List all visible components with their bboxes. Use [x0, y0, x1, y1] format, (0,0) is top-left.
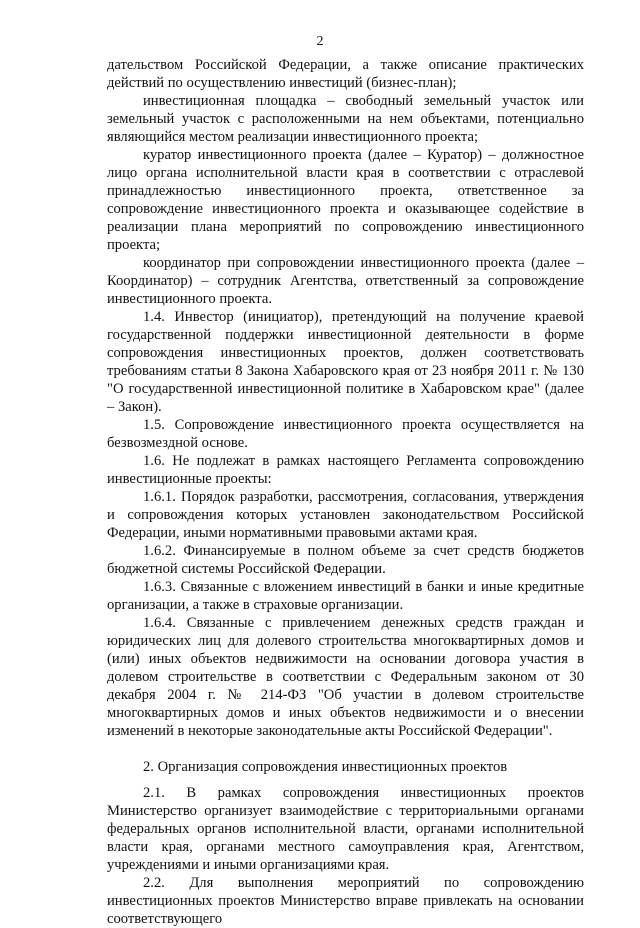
paragraph-1-6-3: 1.6.3. Связанные с вложением инвестиций в банки и иные кредитные организации, а также в страховые организации.: [107, 579, 584, 613]
section-heading: 2. Организация сопровождения инвестиционных проектов: [143, 759, 508, 775]
paragraph-coordinator-definition: координатор при сопровождении инвестиционного проекта (далее – Координатор) – сотрудник Агентства, ответственный за сопровождение инвестиционного проекта.: [107, 255, 584, 307]
paragraph-business-plan-continuation: дательством Российской Федерации, а также описание практических действий по осуществлению инвестиций (бизнес-план);: [107, 57, 584, 91]
paragraph-1-6-2: 1.6.2. Финансируемые в полном объеме за счет средств бюджетов бюджетной системы Российской Федерации.: [107, 543, 584, 577]
paragraph-1-5: 1.5. Сопровождение инвестиционного проекта осуществляется на безвозмездной основе.: [107, 417, 584, 451]
document-body: [107, 56, 584, 928]
paragraph-1-6-1: 1.6.1. Порядок разработки, рассмотрения, согласования, утверждения и сопровождения которых установлен законодательством Российской Федерации, иными нормативными правовыми актами края.: [107, 489, 584, 541]
paragraph-1-4: 1.4. Инвестор (инициатор), претендующий на получение краевой государственной поддержки инвестиционной деятельности в форме сопровождения инвестиционных проектов, должен соответствовать требованиям статьи 8 Закона Хабаровского края от 23 ноября 2011 г. № 130 "О государственной инвестиционной политике в Хабаровском крае" (далее – Закон).: [107, 309, 584, 415]
paragraph-1-6-4: 1.6.4. Связанные с привлечением денежных средств граждан и юридических лиц для долевого строительства многоквартирных домов и (или) иных объектов недвижимости на основании договора участия в долевом строительстве в соответствии с Федеральным законом от 30 декабря 2004 г. № 214-ФЗ "Об участии в долевом строительстве многоквартирных домов и иных объектов недвижимости и о внесении изменений в некоторые законодательные акты Российской Федерации".: [107, 615, 584, 739]
paragraph-investment-site-definition: инвестиционная площадка – свободный земельный участок или земельный участок с расположенными на нем объектами, потенциально являющийся местом реализации инвестиционного проекта;: [107, 93, 584, 145]
paragraph-curator-definition: куратор инвестиционного проекта (далее – Куратор) – должностное лицо органа исполнительной власти края в соответствии с отраслевой принадлежностью инвестиционного проекта, ответственное за сопровождение инвестиционного проекта и оказывающее содействие в реализации плана мероприятий по сопровождению инвестиционного проекта;: [107, 147, 584, 253]
paragraph-2-2: 2.2. Для выполнения мероприятий по сопровождению инвестиционных проектов Министерство вправе привлекать на основании соответствующего: [107, 875, 584, 927]
page-number: 2: [316, 34, 324, 49]
paragraph-2-1: 2.1. В рамках сопровождения инвестиционных проектов Министерство организует взаимодействие с территориальными органами федеральных органов исполнительной власти, органами исполнительной власти края, органами местного самоуправления края, Агентством, учреждениями и иными организациями края.: [107, 785, 584, 873]
paragraph-1-6: 1.6. Не подлежат в рамках настоящего Регламента сопровождению инвестиционные проекты:: [107, 453, 584, 487]
